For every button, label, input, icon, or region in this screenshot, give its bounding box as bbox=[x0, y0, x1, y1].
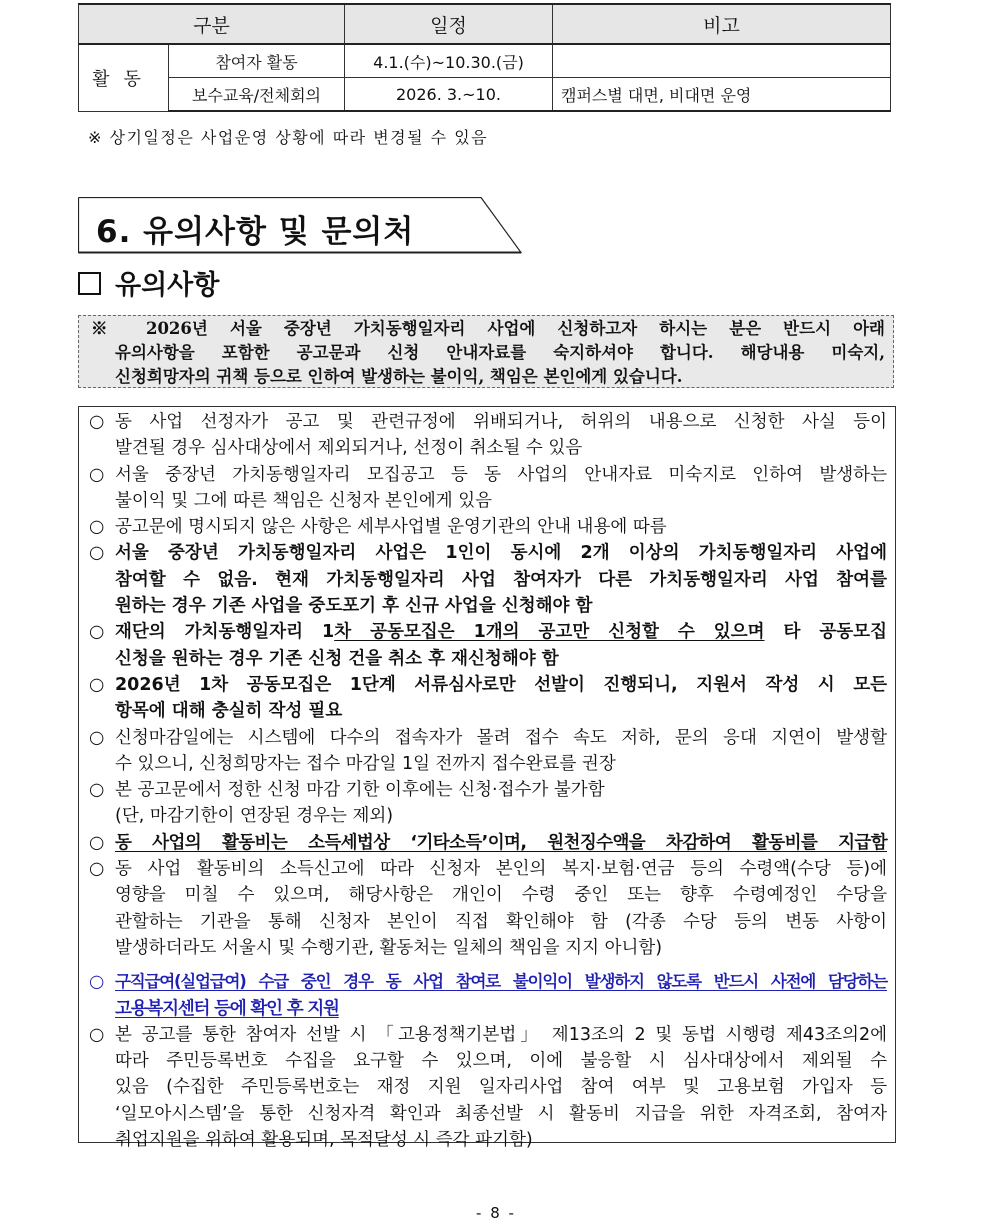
notice-line: 공고문에 명시되지 않은 사항은 세부사업별 운영기관의 안내 내용에 따름 bbox=[115, 517, 667, 538]
notice-line: (단, 마감기한이 연장된 경우는 제외) bbox=[115, 806, 394, 827]
notice-item bbox=[89, 540, 887, 619]
notice-underlined-text: 차 공동모집은 1개의 공고만 신청할 수 있으며 bbox=[334, 622, 765, 643]
notice-line: 불이익 및 그에 따른 책임은 신청자 본인에게 있음 bbox=[115, 490, 493, 511]
notice-line: 서울 중장년 가치동행일자리 사업은 1인이 동시에 2개 이상의 가치동행일자리 사업에 bbox=[115, 543, 887, 564]
notice-line: 항목에 대해 충실히 작성 필요 bbox=[115, 701, 343, 722]
section-heading bbox=[78, 197, 521, 253]
circle-bullet-icon: ○ bbox=[89, 1024, 105, 1045]
notice-line: 본 공고를 통한 참여자 선발 시 「고용정책기본법」 제13조의 2 및 동법 시행령 제43조의2에 bbox=[115, 1024, 887, 1045]
notice-line: 발견될 경우 심사대상에서 제외되거나, 선정이 취소될 수 있음 bbox=[115, 438, 583, 459]
notice-item-highlight bbox=[89, 969, 887, 1022]
subsection-title: 유의사항 bbox=[115, 270, 220, 301]
warning-line: ※ 2026년 서울 중장년 가치동행일자리 사업에 신청하고자 하시는 분은 반드시 아래 bbox=[91, 319, 885, 338]
header-schedule: 일정 bbox=[345, 4, 553, 44]
table-row bbox=[79, 44, 891, 78]
header-category: 구분 bbox=[79, 4, 345, 44]
circle-bullet-icon: ○ bbox=[89, 412, 105, 432]
circle-bullet-icon: ○ bbox=[89, 859, 105, 880]
notice-line: 취업지원을 위하여 활용되며, 목적달성 시 즉각 파기함) bbox=[115, 1130, 533, 1151]
notice-item bbox=[89, 672, 887, 725]
notice-line: ‘일모아시스템’을 통한 신청자격 확인과 최종선발 시 활동비 지급을 위한 자격조회, 참여자 bbox=[115, 1103, 887, 1124]
notice-item bbox=[89, 725, 887, 778]
notice-line: 2026년 1차 공동모집은 1단계 서류심사로만 선발이 진행되니, 지원서 작성 시 모든 bbox=[115, 674, 887, 695]
notice-line: 관할하는 기관을 통해 신청자 본인이 직접 확인해야 함 (각종 수당 등의 변동 사항이 bbox=[115, 911, 887, 932]
checkbox-square-icon bbox=[78, 272, 101, 295]
circle-bullet-icon: ○ bbox=[89, 780, 105, 801]
circle-bullet-icon: ○ bbox=[89, 464, 105, 485]
notice-line: 참여할 수 없음. 현재 가치동행일자리 사업 참여자가 다른 가치동행일자리 사업 참여를 bbox=[115, 569, 887, 590]
notice-line: 수 있으니, 신청희망자는 접수 마감일 1일 전까지 접수완료를 권장 bbox=[115, 753, 616, 774]
notice-item bbox=[89, 462, 887, 515]
notice-text: 타 공동모집 bbox=[764, 622, 887, 643]
notices-box bbox=[78, 406, 896, 1151]
circle-bullet-icon: ○ bbox=[89, 674, 105, 695]
notice-line: 동 사업의 활동비는 소득세법상 ‘기타소득’이며, 원천징수액을 차감하여 활동비를 지급함 bbox=[115, 832, 887, 853]
table-header-row bbox=[79, 4, 891, 44]
warning-line: 신청희망자의 귀책 등으로 인하여 발생하는 불이익, 책임은 본인에게 있습니다. bbox=[115, 367, 683, 386]
notice-item bbox=[89, 1022, 887, 1153]
notice-item bbox=[89, 830, 887, 856]
warning-box bbox=[78, 315, 894, 388]
notice-line: 영향을 미칠 수 있으며, 해당사항은 개인이 수령 중인 또는 향후 수령예정인 수당을 bbox=[115, 885, 887, 906]
row-remark: 캠퍼스별 대면, 비대면 운영 bbox=[553, 78, 891, 112]
schedule-note: ※ 상기일정은 사업운영 상황에 따라 변경될 수 있음 bbox=[88, 128, 489, 147]
circle-bullet-icon: ○ bbox=[89, 622, 105, 643]
row-remark bbox=[553, 44, 891, 78]
notice-item bbox=[89, 777, 887, 830]
notice-line: 신청을 원하는 경우 기존 신청 건을 취소 후 재신청해야 함 bbox=[115, 648, 559, 669]
notice-line: 발생하더라도 서울시 및 수행기관, 활동처는 일체의 책임을 지지 아니함) bbox=[115, 937, 663, 958]
notice-line: 본 공고문에서 정한 신청 마감 기한 이후에는 신청·접수가 불가함 bbox=[115, 780, 605, 801]
notice-line: 원하는 경우 기존 사업을 중도포기 후 신규 사업을 신청해야 함 bbox=[115, 596, 593, 617]
notice-line: 따라 주민등록번호 수집을 요구할 수 있으며, 이에 불응할 시 심사대상에서 제외될 수 bbox=[115, 1051, 887, 1072]
notice-item bbox=[89, 514, 887, 540]
notice-line: 있음 (수집한 주민등록번호는 재정 지원 일자리사업 참여 여부 및 고용보험 가입자 등 bbox=[115, 1077, 887, 1098]
schedule-table bbox=[78, 3, 891, 112]
notice-line: 서울 중장년 가치동행일자리 모집공고 등 동 사업의 안내자료 미숙지로 인하여 발생하는 bbox=[115, 464, 887, 485]
notice-line: 고용복지센터 등에 확인 후 지원 bbox=[115, 998, 339, 1019]
circle-bullet-icon: ○ bbox=[89, 543, 105, 564]
group-label: 활동 bbox=[79, 44, 169, 111]
notice-line: 구직급여(실업급여) 수급 중인 경우 동 사업 참여로 불이익이 발생하지 않도록 반드시 사전에 담당하는 bbox=[115, 972, 887, 992]
notice-item bbox=[89, 619, 887, 672]
row-date: 2026. 3.~10. bbox=[345, 78, 553, 112]
circle-bullet-icon: ○ bbox=[89, 517, 105, 538]
warning-line: 유의사항을 포함한 공고문과 신청 안내자료를 숙지하셔야 합니다. 해당내용 미숙지, bbox=[115, 343, 885, 362]
notice-item bbox=[89, 856, 887, 961]
circle-bullet-icon: ○ bbox=[89, 972, 104, 993]
header-remark: 비고 bbox=[553, 4, 891, 44]
notice-line: 동 사업 선정자가 공고 및 관련규정에 위배되거나, 허위의 내용으로 신청한 사실 등이 bbox=[115, 412, 887, 432]
subsection-heading bbox=[78, 263, 219, 302]
notice-line: 신청마감일에는 시스템에 다수의 접속자가 몰려 접수 속도 저하, 문의 응대 지연이 발생할 bbox=[115, 727, 887, 748]
page-number: - 8 - bbox=[476, 1204, 516, 1222]
row-item: 보수교육/전체회의 bbox=[169, 78, 345, 112]
section-title: 6. 유의사항 및 문의처 bbox=[96, 214, 415, 250]
circle-bullet-icon: ○ bbox=[89, 727, 105, 748]
notice-line: 동 사업 활동비의 소득신고에 따라 신청자 본인의 복지·보험·연금 등의 수령액(수당 등)에 bbox=[115, 859, 887, 880]
row-date: 4.1.(수)~10.30.(금) bbox=[345, 44, 553, 78]
notice-text: 재단의 가치동행일자리 1 bbox=[115, 622, 335, 643]
notice-line bbox=[115, 619, 887, 645]
table-row bbox=[79, 78, 891, 112]
circle-bullet-icon: ○ bbox=[89, 832, 105, 853]
row-item: 참여자 활동 bbox=[169, 44, 345, 78]
notice-item bbox=[89, 409, 887, 462]
